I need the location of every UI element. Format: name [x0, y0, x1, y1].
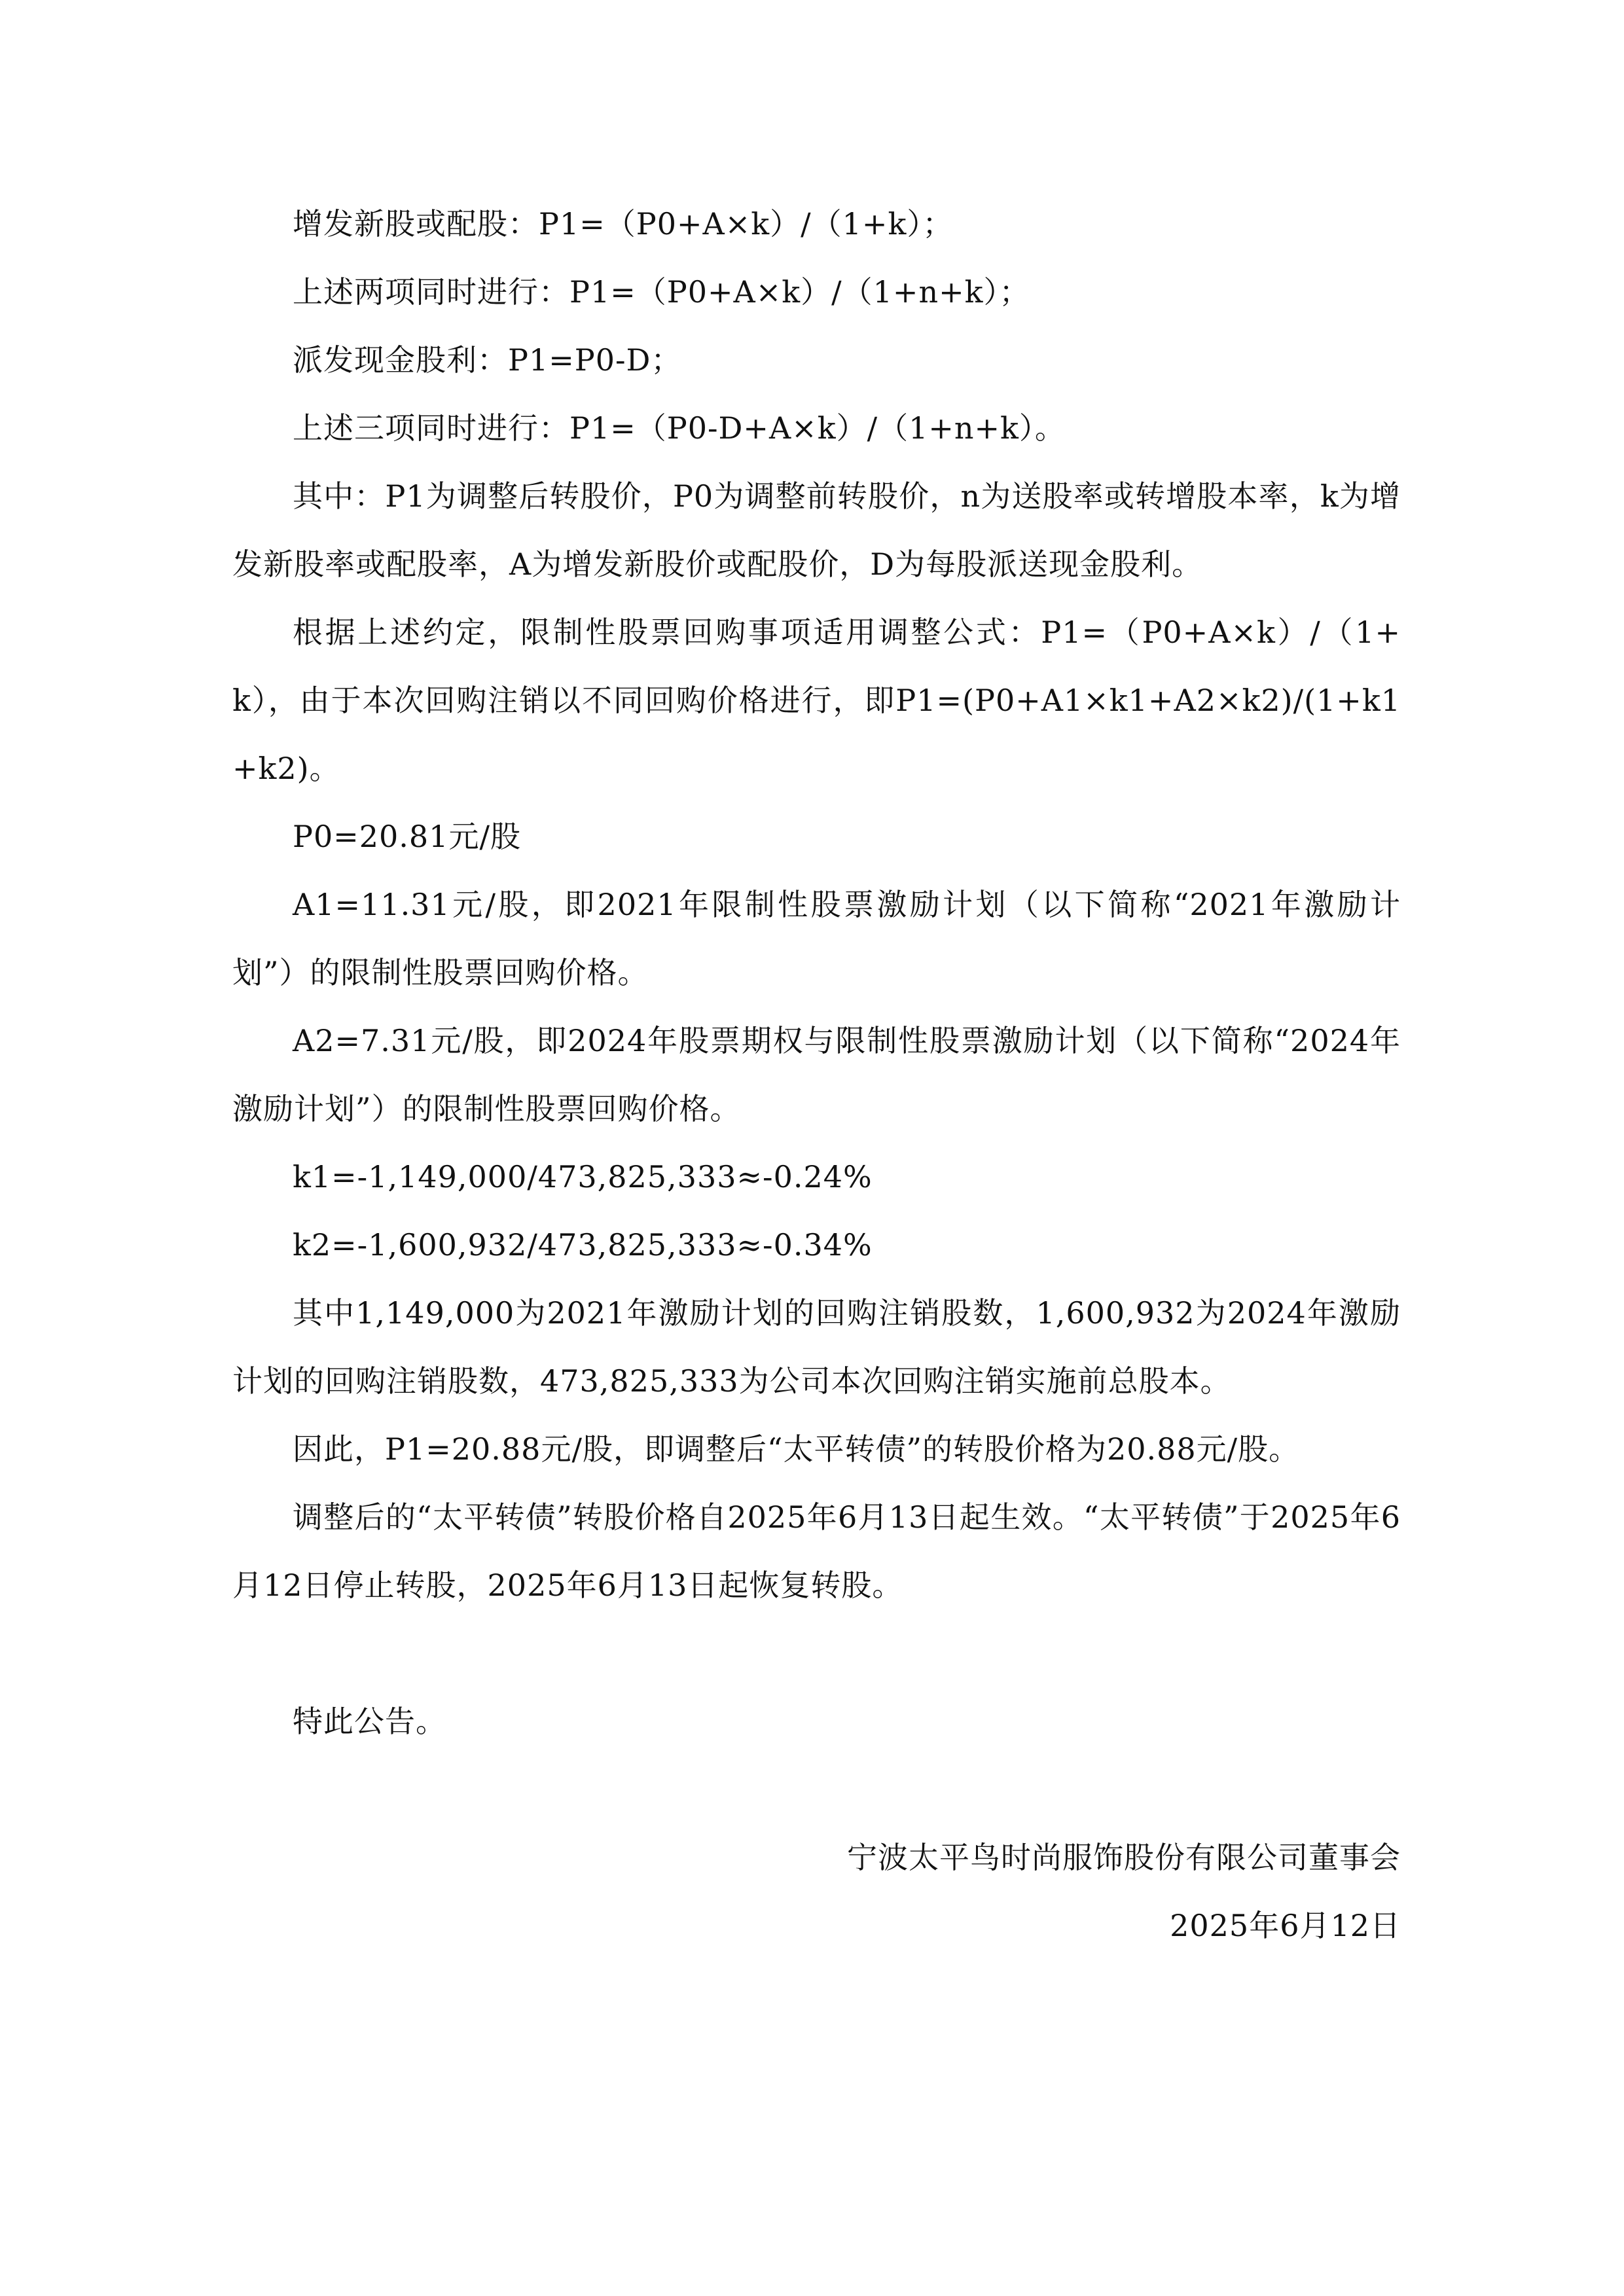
- closing-statement: 特此公告。: [293, 1704, 446, 1739]
- share-count-explanation: 其中1,149,000为2021年激励计划的回购注销股数，1,600,932为2024年激励计划的回购注销股数，473,825,333为公司本次回购注销实施前总股本。: [232, 1295, 1401, 1399]
- spacer: [232, 1755, 1401, 1823]
- signature-date: 2025年6月12日: [1170, 1908, 1401, 1943]
- signature-company: 宁波太平鸟时尚服饰股份有限公司董事会: [847, 1840, 1401, 1875]
- spacer: [232, 1619, 1401, 1687]
- variable-definitions: 其中：P1为调整后转股价，P0为调整前转股价，n为送股率或转增股本率，k为增发新股率或配股率，A为增发新股价或配股价，D为每股派送现金股利。: [232, 478, 1401, 582]
- result-paragraph: 因此，P1=20.88元/股，即调整后“太平转债”的转股价格为20.88元/股。: [293, 1431, 1300, 1467]
- p0-value: P0=20.81元/股: [293, 819, 521, 854]
- k2-value: k2=-1,600,932/473,825,333≈-0.34%: [293, 1227, 873, 1263]
- a2-value: A2=7.31元/股，即2024年股票期权与限制性股票激励计划（以下简称“2024年激励计划”）的限制性股票回购价格。: [232, 1023, 1401, 1126]
- formula-combined-three: 上述三项同时进行：P1=（P0-D+A×k）/（1+n+k）。: [293, 410, 1066, 446]
- k1-value: k1=-1,149,000/473,825,333≈-0.24%: [293, 1159, 873, 1194]
- effective-date-paragraph: 调整后的“太平转债”转股价格自2025年6月13日起生效。“太平转债”于2025年6月12日停止转股，2025年6月13日起恢复转股。: [232, 1499, 1401, 1603]
- document-body: [232, 190, 1401, 1960]
- formula-cash-dividend: 派发现金股利：P1=P0-D；: [293, 342, 682, 378]
- adjustment-formula-paragraph: 根据上述约定，限制性股票回购事项适用调整公式：P1=（P0+A×k）/（1+k），由于本次回购注销以不同回购价格进行，即P1=(P0+A1×k1+A2×k2)/(1+k1+k2)。: [232, 615, 1401, 786]
- formula-combined-two: 上述两项同时进行：P1=（P0+A×k）/（1+n+k）；: [293, 274, 1030, 310]
- formula-new-shares: 增发新股或配股：P1=（P0+A×k）/（1+k）；: [293, 206, 954, 242]
- a1-value: A1=11.31元/股，即2021年限制性股票激励计划（以下简称“2021年激励计划”）的限制性股票回购价格。: [232, 887, 1401, 990]
